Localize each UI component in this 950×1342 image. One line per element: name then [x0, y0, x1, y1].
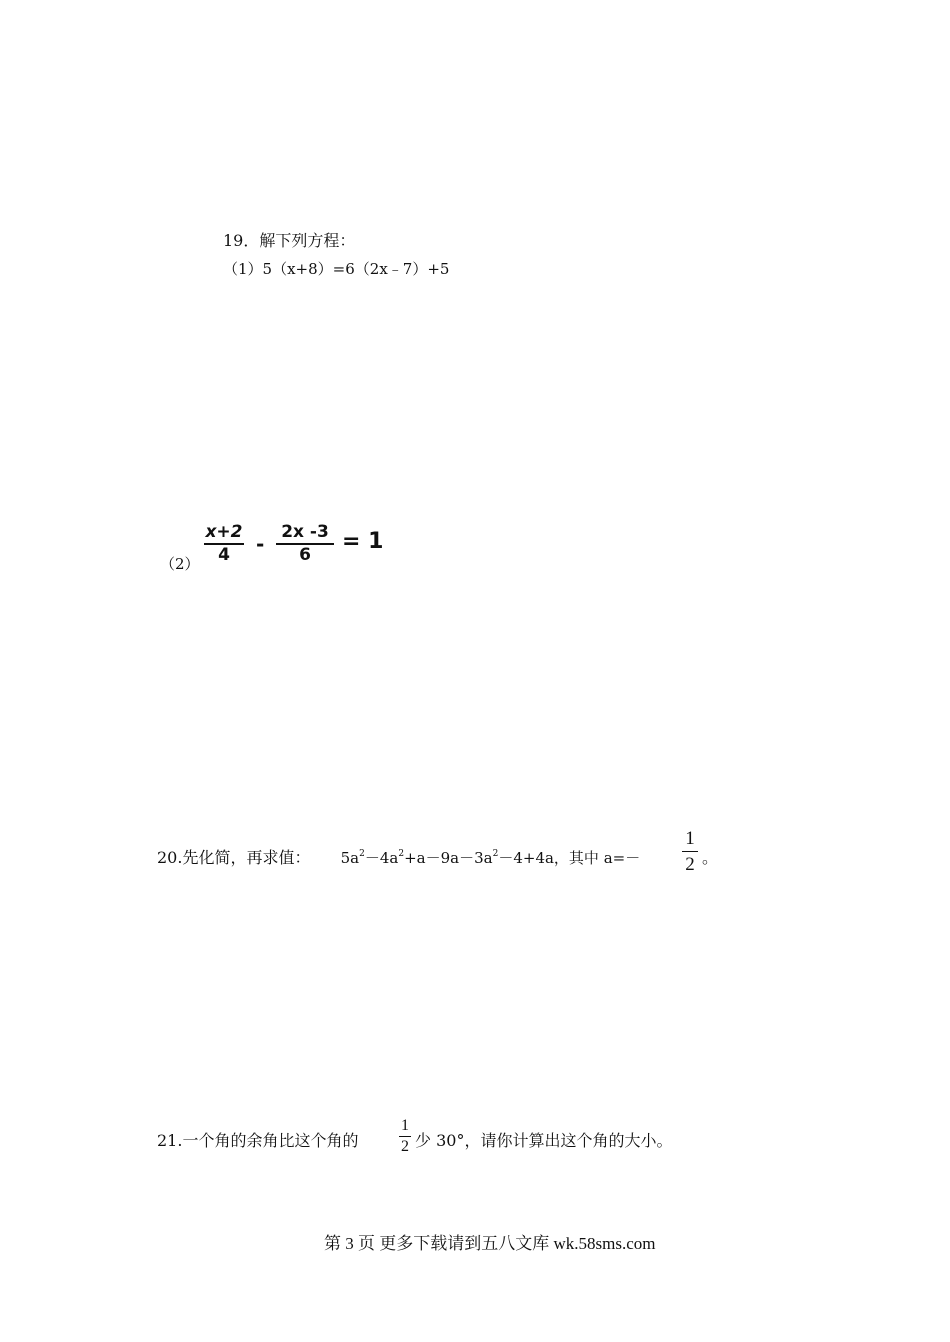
equation-rhs: = 1	[342, 529, 384, 554]
question-20-fraction-denominator: 2	[685, 854, 695, 875]
minus-sign: -	[256, 532, 265, 556]
fraction-2-numerator: 2x -3	[281, 522, 329, 542]
fraction-1	[204, 524, 244, 564]
fraction-2	[276, 524, 334, 564]
question-20-prefix: 20.先化简，再求值：	[157, 848, 311, 867]
question-19-part-2-equation	[200, 522, 400, 568]
question-20-fraction-numerator: 1	[685, 828, 695, 849]
question-19-part-2-label: （2）	[160, 555, 200, 573]
expr-exp-3: 2	[492, 849, 499, 859]
fraction-2-denominator: 6	[299, 545, 311, 565]
expr-term-2: －4a	[364, 849, 399, 867]
question-21-fraction	[399, 1118, 411, 1155]
fraction-1-numerator: x+2	[205, 522, 243, 542]
fraction-1-denominator: 4	[218, 545, 230, 565]
expr-exp-1: 2	[359, 849, 365, 859]
expr-term-3: +a－9a－3a	[404, 849, 493, 867]
page-footer: 第 3 页 更多下载请到五八文库 wk.58sms.com	[324, 1234, 656, 1253]
question-21-prefix: 21.一个角的余角比这个角的	[157, 1131, 359, 1150]
question-19-title: 19．解下列方程：	[223, 231, 356, 250]
expr-exp-2: 2	[398, 849, 405, 859]
question-19-part-1-equation: （1）5（x+8）=6（2x﹣7）+5	[223, 260, 450, 278]
question-20-fraction	[682, 829, 698, 874]
question-21-suffix: 少 30°，请你计算出这个角的大小。	[415, 1131, 673, 1150]
question-20	[157, 845, 640, 868]
expr-term-1: 5a	[340, 849, 360, 867]
question-21-fraction-numerator: 1	[401, 1117, 409, 1134]
question-21-fraction-denominator: 2	[401, 1138, 409, 1155]
expr-term-4: －4+4a，其中 a=－	[498, 849, 641, 867]
question-20-suffix: 。	[702, 848, 719, 867]
